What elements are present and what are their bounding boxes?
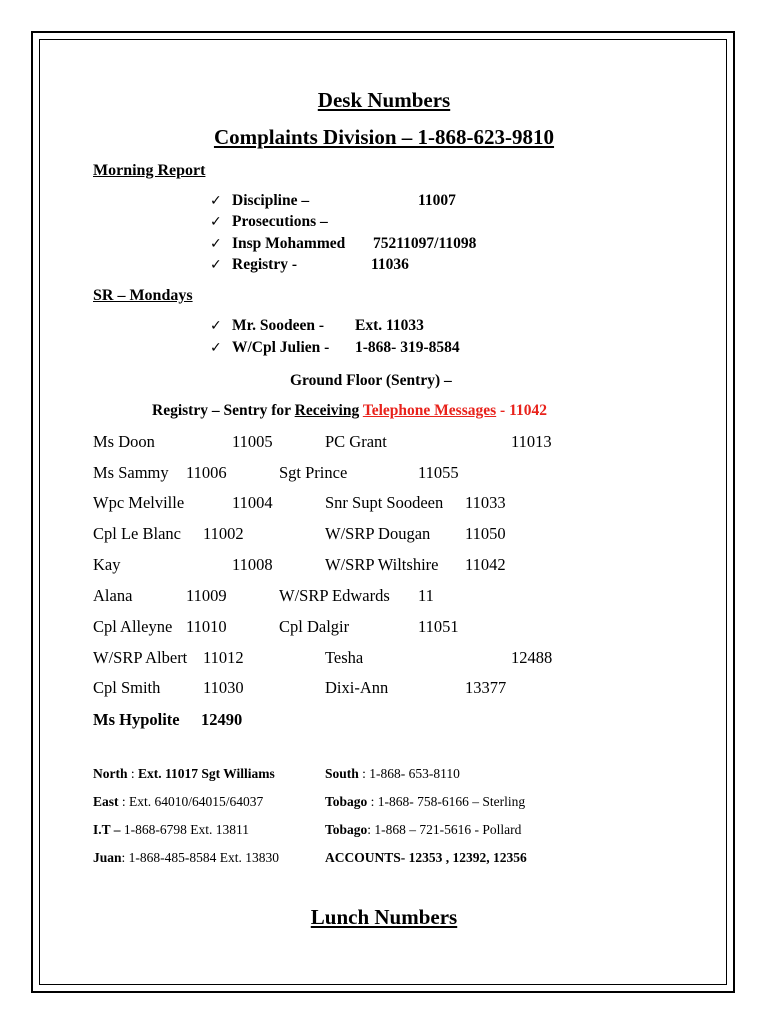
directory-right-ext: 12488 bbox=[511, 648, 553, 667]
region-label: Juan bbox=[93, 850, 122, 865]
region-label: East bbox=[93, 794, 119, 809]
registry-prefix: Registry – Sentry for bbox=[152, 402, 291, 419]
directory-right-name: W/SRP Edwards bbox=[279, 586, 390, 605]
directory-left-name: Cpl Le Blanc bbox=[93, 524, 181, 543]
julien-value: 1-868- 319-8584 bbox=[355, 339, 460, 356]
complaints-division-heading: Complaints Division – 1-868-623-9810 bbox=[213, 125, 555, 149]
prosecutions-label: Prosecutions – bbox=[232, 213, 328, 230]
directory-left-ext: 11030 bbox=[203, 678, 244, 697]
sr-mondays-heading: SR – Mondays bbox=[93, 287, 193, 304]
directory-right-name: Dixi-Ann bbox=[325, 678, 389, 697]
region-value: Ext. 64010/64015/64037 bbox=[129, 794, 264, 809]
directory-right-ext: 11013 bbox=[511, 432, 552, 451]
directory-left-name: Wpc Melville bbox=[93, 493, 185, 512]
checkmark-icon: ✓ bbox=[210, 340, 222, 356]
directory-left-ext: 11006 bbox=[186, 463, 227, 482]
directory-right-name: Sgt Prince bbox=[279, 463, 348, 482]
telephone-messages-text: Telephone Messages bbox=[362, 402, 497, 419]
region-east: East : Ext. 64010/64015/64037 bbox=[93, 794, 264, 809]
directory-left-name: Kay bbox=[93, 555, 121, 574]
region-value: 1-868- 653-8110 bbox=[369, 766, 460, 781]
region-accounts bbox=[325, 850, 527, 866]
region-juan: Juan: 1-868-485-8584 Ext. 13830 bbox=[93, 850, 280, 865]
ground-floor-heading: Ground Floor (Sentry) – bbox=[290, 372, 452, 389]
morning-report-heading: Morning Report bbox=[93, 162, 206, 179]
directory-left-name: Alana bbox=[93, 586, 133, 605]
region-value: 12353 , 12392, 12356 bbox=[405, 850, 527, 865]
region-label: North bbox=[93, 766, 128, 781]
checkmark-icon: ✓ bbox=[210, 236, 222, 252]
page-title: Desk Numbers bbox=[317, 88, 451, 112]
region-label: Tobago bbox=[325, 794, 368, 809]
soodeen-label: Mr. Soodeen - bbox=[232, 317, 324, 334]
registry-value: 11036 bbox=[371, 256, 409, 273]
directory-right-ext: 13377 bbox=[465, 678, 507, 697]
directory-left-ext: 11009 bbox=[186, 586, 227, 605]
hypolite-ext: 12490 bbox=[201, 710, 243, 729]
region-label: I.T – bbox=[93, 822, 121, 837]
discipline-label: Discipline – bbox=[232, 192, 310, 209]
checkmark-icon: ✓ bbox=[210, 193, 222, 209]
region-value: Ext. 11017 Sgt Williams bbox=[138, 766, 275, 781]
checkmark-icon: ✓ bbox=[210, 318, 222, 334]
directory-right-name: PC Grant bbox=[325, 432, 387, 451]
registry-label: Registry - bbox=[232, 256, 297, 273]
directory-left-name: Cpl Alleyne bbox=[93, 617, 173, 636]
receiving-text: Receiving bbox=[294, 402, 360, 419]
directory-right-name: Tesha bbox=[325, 648, 364, 667]
directory-left-name: Cpl Smith bbox=[93, 678, 161, 697]
directory-right-ext: 11033 bbox=[465, 493, 506, 512]
directory-left-ext: 11008 bbox=[232, 555, 273, 574]
directory-right-ext: 11050 bbox=[465, 524, 506, 543]
directory-left-ext: 11002 bbox=[203, 524, 244, 543]
directory-right-ext: 11 bbox=[418, 586, 434, 605]
directory-left-name: Ms Doon bbox=[93, 432, 155, 451]
directory-left-ext: 11012 bbox=[203, 648, 244, 667]
directory-right-name: Cpl Dalgir bbox=[279, 617, 350, 636]
region-tobago-sterling: Tobago : 1-868- 758-6166 – Sterling bbox=[325, 794, 526, 809]
lunch-numbers-heading: Lunch Numbers bbox=[310, 905, 458, 929]
insp-mohammed-value: 75211097/11098 bbox=[373, 235, 477, 252]
region-south: South : 1-868- 653-8110 bbox=[325, 766, 460, 781]
region-it bbox=[93, 822, 249, 838]
directory-right-name: Snr Supt Soodeen bbox=[325, 493, 444, 512]
region-north: North : Ext. 11017 Sgt Williams bbox=[93, 766, 275, 781]
directory-right-ext: 11051 bbox=[418, 617, 459, 636]
region-label: ACCOUNTS- bbox=[325, 850, 406, 865]
checkmark-icon: ✓ bbox=[210, 257, 222, 273]
region-tobago-pollard: Tobago: 1-868 – 721-5616 - Pollard bbox=[325, 822, 522, 837]
region-value: 1-868 – 721-5616 - Pollard bbox=[374, 822, 522, 837]
directory-right-name: W/SRP Wiltshire bbox=[325, 555, 439, 574]
directory-left-name: Ms Sammy bbox=[93, 463, 169, 482]
directory-right-ext: 11042 bbox=[465, 555, 506, 574]
directory-left-ext: 11004 bbox=[232, 493, 273, 512]
directory-right-name: W/SRP Dougan bbox=[325, 524, 431, 543]
registry-sentry-line bbox=[152, 402, 547, 420]
region-value: 1-868-485-8584 Ext. 13830 bbox=[128, 850, 280, 865]
region-value: 1-868-6798 Ext. 13811 bbox=[123, 822, 250, 837]
checkmark-icon: ✓ bbox=[210, 214, 222, 230]
julien-label: W/Cpl Julien - bbox=[232, 339, 330, 356]
registry-ext: - 11042 bbox=[500, 402, 547, 419]
discipline-value: 11007 bbox=[418, 192, 456, 209]
region-label: Tobago bbox=[325, 822, 368, 837]
directory-left-ext: 11005 bbox=[232, 432, 273, 451]
hypolite-name: Ms Hypolite bbox=[93, 710, 180, 729]
region-value: 1-868- 758-6166 – Sterling bbox=[377, 794, 526, 809]
directory-right-ext: 11055 bbox=[418, 463, 459, 482]
region-label: South bbox=[325, 766, 359, 781]
soodeen-value: Ext. 11033 bbox=[355, 317, 424, 334]
insp-mohammed-label: Insp Mohammed bbox=[232, 235, 346, 252]
directory-left-name: W/SRP Albert bbox=[93, 648, 188, 667]
directory-left-ext: 11010 bbox=[186, 617, 227, 636]
